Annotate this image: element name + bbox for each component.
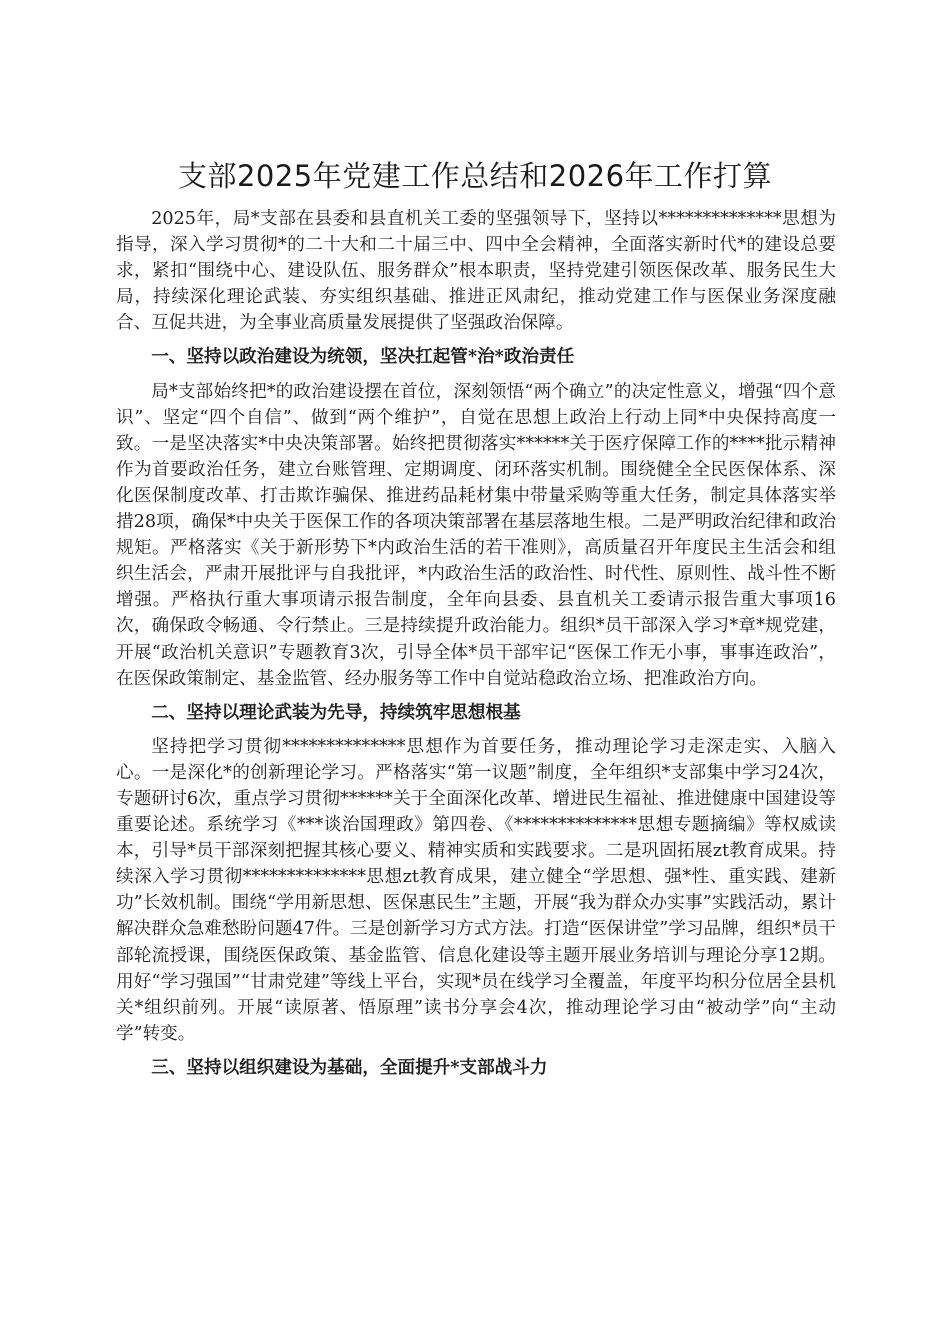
section-paragraph-1: 局*支部始终把*的政治建设摆在首位，深刻领悟“两个确立”的决定性意义，增强“四个意识”、坚定“四个自信”、做到“两个维护”，自觉在思想上政治上行动上同*中央保持高度一致。一是坚决落实*中央决策部署。始终把贯彻落实******关于医疗保障工作的****批示精神作为首要政治任务，建立台账管理、定期调度、闭环落实机制。围绕健全全民医保体系、深化医保制度改革、打击欺诈骗保、推进药品耗材集中带量采购等重大任务，制定具体落实举措28项，确保*中央关于医保工作的各项决策部署在基层落地生根。二是严明政治纪律和政治规矩。严格落实《关于新形势下*内政治生活的若干准则》，高质量召开年度民主生活会和组织生活会，严肃开展批评与自我批评，*内政治生活的政治性、时代性、原则性、战斗性不断增强。严格执行重大事项请示报告制度，全年向县委、县直机关工委请示报告重大事项16次，确保政令畅通、令行禁止。三是持续提升政治能力。组织*员干部深入学习*章*规党建，开展“政治机关意识”专题教育3次，引导全体*员干部牢记“医保工作无小事，事事连政治”，在医保政策制定、基金监管、经办服务等工作中自觉站稳政治立场、把准政治方向。 bbox=[116, 381, 836, 689]
document-body bbox=[116, 206, 836, 1089]
section-paragraph-2: 坚持把学习贯彻**************思想作为首要任务，推动理论学习走深走实、入脑入心。一是深化*的创新理论学习。严格落实“第一议题”制度，全年组织*支部集中学习24次，专题研讨6次，重点学习贯彻******关于全面深化改革、增进民生福祉、推进健康中国建设等重要论述。系统学习《***谈治国理政》第四卷、《**************思想专题摘编》等权威读本，引导*员干部深刻把握其核心要义、精神实质和实践要求。二是巩固拓展zt教育成果。持续深入学习贯彻**************思想zt教育成果，建立健全“学思想、强*性、重实践、建新功”长效机制。围绕“学用新思想、医保惠民生”主题，开展“我为群众办实事”实践活动，累计解决群众急难愁盼问题47件。三是创新学习方式方法。打造“医保讲堂”学习品牌，组织*员干部轮流授课，围绕医保政策、基金监管、信息化建设等主题开展业务培训与理论分享12期。用好“学习强国”“甘肃党建”等线上平台，实现*员在线学习全覆盖，年度平均积分位居全县机关*组织前列。开展“读原著、悟原理”读书分享会4次，推动理论学习由“被动学”向“主动学”转变。 bbox=[116, 736, 836, 1044]
intro-paragraph: 2025年，局*支部在县委和县直机关工委的坚强领导下，坚持以**************思想为指导，深入学习贯彻*的二十大和二十届三中、四中全会精神，全面落实新时代*的建设总要求，紧扣“围绕中心、建设队伍、服务群众”根本职责，坚持党建引领医保改革、服务民生大局，持续深化理论武装、夯实组织基础、推进正风肃纪，推动党建工作与医保业务深度融合、互促共进，为全事业高质量发展提供了坚强政治保障。 bbox=[116, 209, 836, 334]
section-heading-3: 三、坚持以组织建设为基础，全面提升*支部战斗力 bbox=[151, 1056, 548, 1078]
section-heading-1: 一、坚持以政治建设为统领，坚决扛起管*治*政治责任 bbox=[151, 346, 575, 368]
section-heading-2: 二、坚持以理论武装为先导，持续筑牢思想根基 bbox=[151, 701, 521, 723]
document-title: 支部2025年党建工作总结和2026年工作打算 bbox=[177, 159, 773, 193]
